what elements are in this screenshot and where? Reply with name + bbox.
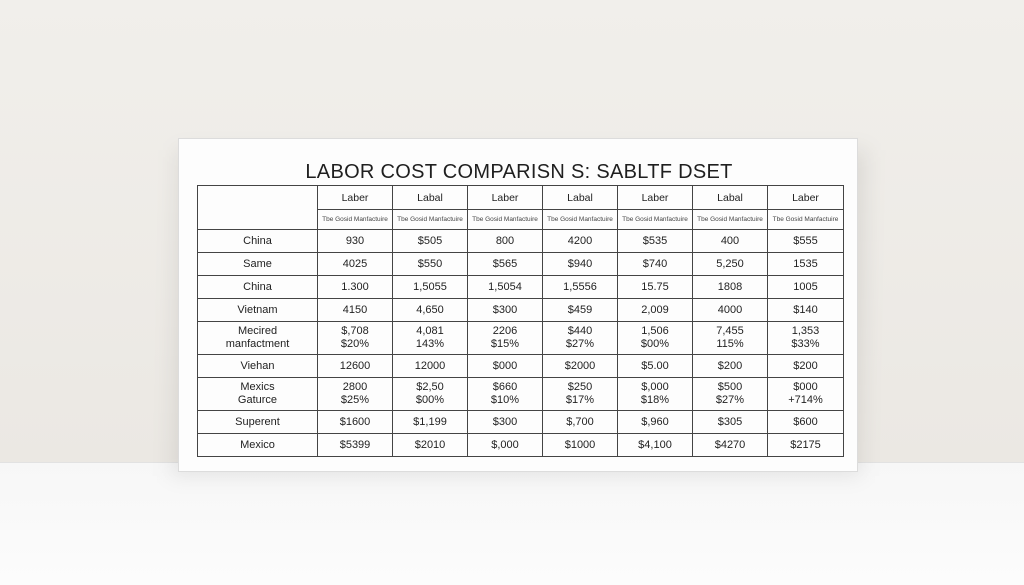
column-header: Labal xyxy=(393,186,468,210)
table-cell: 4,650 xyxy=(393,299,468,322)
table-row xyxy=(198,253,844,276)
cell-line: $27% xyxy=(715,394,745,406)
cell-line: 2206 xyxy=(492,325,518,337)
table-cell: $1,199 xyxy=(393,411,468,434)
row-label: China xyxy=(198,230,318,253)
cell-line: 1,506 xyxy=(641,325,669,337)
table-cell: 2,009 xyxy=(618,299,693,322)
table-cell: $,700 xyxy=(543,411,618,434)
cell-line: $33% xyxy=(791,338,820,350)
table-cell: $459 xyxy=(543,299,618,322)
table-cell: 4025 xyxy=(318,253,393,276)
row-label-line: Mecired xyxy=(237,325,278,337)
table-cell: $550 xyxy=(393,253,468,276)
table-row xyxy=(198,322,844,355)
column-subheader: Tbe Gosid Manfactuire xyxy=(618,210,693,230)
table-cell: $555 xyxy=(768,230,844,253)
table-cell: 930 xyxy=(318,230,393,253)
table-cell: $1600 xyxy=(318,411,393,434)
cell-line: 143% xyxy=(415,338,445,350)
table-cell: 4000 xyxy=(693,299,768,322)
table-cell: $565 xyxy=(468,253,543,276)
row-label-line: Mexics xyxy=(240,381,275,393)
cost-table xyxy=(197,185,844,457)
cell-line: $440 xyxy=(567,325,593,337)
table-cell xyxy=(693,322,768,355)
table-row xyxy=(198,230,844,253)
corner-cell xyxy=(198,186,318,230)
cell-line: $500 xyxy=(717,381,743,393)
cell-line: $20% xyxy=(340,338,370,350)
table-cell xyxy=(393,378,468,411)
row-label xyxy=(198,378,318,411)
table-cell: $4,100 xyxy=(618,434,693,457)
table-row xyxy=(198,299,844,322)
cell-line: $660 xyxy=(492,381,518,393)
table-cell: $200 xyxy=(768,355,844,378)
table-cell: $940 xyxy=(543,253,618,276)
table-cell: $740 xyxy=(618,253,693,276)
table-cell: $5.00 xyxy=(618,355,693,378)
column-header: Laber xyxy=(618,186,693,210)
card-title: LABOR COST COMPARISN S: SABLTF DSET xyxy=(305,161,733,183)
row-label: Viehan xyxy=(198,355,318,378)
table-cell: $,000 xyxy=(468,434,543,457)
table-cell: 1535 xyxy=(768,253,844,276)
cell-line: $00% xyxy=(640,338,670,350)
row-label: Same xyxy=(198,253,318,276)
table-cell: 15.75 xyxy=(618,276,693,299)
table-row xyxy=(198,355,844,378)
table-row xyxy=(198,378,844,411)
table-cell: $5399 xyxy=(318,434,393,457)
cell-line: $27% xyxy=(565,338,595,350)
table-cell xyxy=(393,322,468,355)
table-cell xyxy=(618,322,693,355)
column-header: Laber xyxy=(768,186,844,210)
cell-line: $15% xyxy=(490,338,520,350)
table-cell: 1,5054 xyxy=(468,276,543,299)
table-cell: $,960 xyxy=(618,411,693,434)
row-label-line: Gaturce xyxy=(237,394,278,406)
table-cell xyxy=(693,378,768,411)
table-cell: 4150 xyxy=(318,299,393,322)
table-cell: 5,250 xyxy=(693,253,768,276)
table-cell: 1005 xyxy=(768,276,844,299)
cell-line: 115% xyxy=(716,338,744,350)
column-subheader: Tbe Gosid Manfactuire xyxy=(318,210,393,230)
table-cell: 1,5055 xyxy=(393,276,468,299)
table-cell: $2175 xyxy=(768,434,844,457)
table-cell: $600 xyxy=(768,411,844,434)
table-cell: $2000 xyxy=(543,355,618,378)
table-cell xyxy=(318,378,393,411)
table-row xyxy=(198,276,844,299)
column-subheader: Tbe Gosid Manfactuire xyxy=(543,210,618,230)
table-cell: $1000 xyxy=(543,434,618,457)
header-row xyxy=(198,186,844,210)
table-cell xyxy=(618,378,693,411)
cell-line: $,708 xyxy=(341,325,369,337)
table-cell xyxy=(318,322,393,355)
table-cell: $2010 xyxy=(393,434,468,457)
table-row xyxy=(198,434,844,457)
cell-line: $18% xyxy=(640,394,670,406)
table-cell xyxy=(768,378,844,411)
row-label: Superent xyxy=(198,411,318,434)
table-cell: 12000 xyxy=(393,355,468,378)
table-cell: $535 xyxy=(618,230,693,253)
column-header: Labal xyxy=(543,186,618,210)
cell-line: $250 xyxy=(567,381,593,393)
table-cell: $305 xyxy=(693,411,768,434)
cell-line: $17% xyxy=(565,394,595,406)
cell-line: $000 xyxy=(793,381,818,393)
table-cell: $300 xyxy=(468,299,543,322)
table-cell: 1.300 xyxy=(318,276,393,299)
cell-line: $,000 xyxy=(641,381,669,393)
table-cell xyxy=(768,322,844,355)
table-cell: $000 xyxy=(468,355,543,378)
table-cell xyxy=(468,378,543,411)
comparison-card xyxy=(178,138,858,472)
row-label-line: manfactment xyxy=(225,338,290,350)
table-row xyxy=(198,411,844,434)
table-cell: $200 xyxy=(693,355,768,378)
table-cell: 1,5556 xyxy=(543,276,618,299)
cell-line: $00% xyxy=(415,394,445,406)
cell-line: $10% xyxy=(490,394,520,406)
row-label: Vietnam xyxy=(198,299,318,322)
row-label xyxy=(198,322,318,355)
cell-line: 2800 xyxy=(342,381,368,393)
row-label: China xyxy=(198,276,318,299)
column-subheader: Tbe Gosid Manfactuire xyxy=(693,210,768,230)
column-subheader: Tbe Gosid Manfactuire xyxy=(393,210,468,230)
table-cell: $505 xyxy=(393,230,468,253)
column-subheader: Tbe Gosid Manfactuire xyxy=(768,210,844,230)
table-cell xyxy=(468,322,543,355)
column-subheader: Tbe Gosid Manfactuire xyxy=(468,210,543,230)
column-header: Laber xyxy=(318,186,393,210)
column-header: Laber xyxy=(468,186,543,210)
cell-line: +714% xyxy=(788,394,823,406)
cell-line: $25% xyxy=(340,394,370,406)
table-cell: 12600 xyxy=(318,355,393,378)
cell-line: 4,081 xyxy=(416,325,444,337)
table-cell: 400 xyxy=(693,230,768,253)
table-cell: $4270 xyxy=(693,434,768,457)
column-header: Labal xyxy=(693,186,768,210)
table-cell: 800 xyxy=(468,230,543,253)
cell-line: $2,50 xyxy=(416,381,444,393)
table-cell xyxy=(543,378,618,411)
cell-line: 7,455 xyxy=(716,325,744,337)
cell-line: 1,353 xyxy=(791,325,820,337)
table-cell: $140 xyxy=(768,299,844,322)
table-cell xyxy=(543,322,618,355)
shelf-surface xyxy=(0,462,1024,585)
table-cell: $300 xyxy=(468,411,543,434)
table-cell: 4200 xyxy=(543,230,618,253)
table-cell: 1808 xyxy=(693,276,768,299)
row-label: Mexico xyxy=(198,434,318,457)
